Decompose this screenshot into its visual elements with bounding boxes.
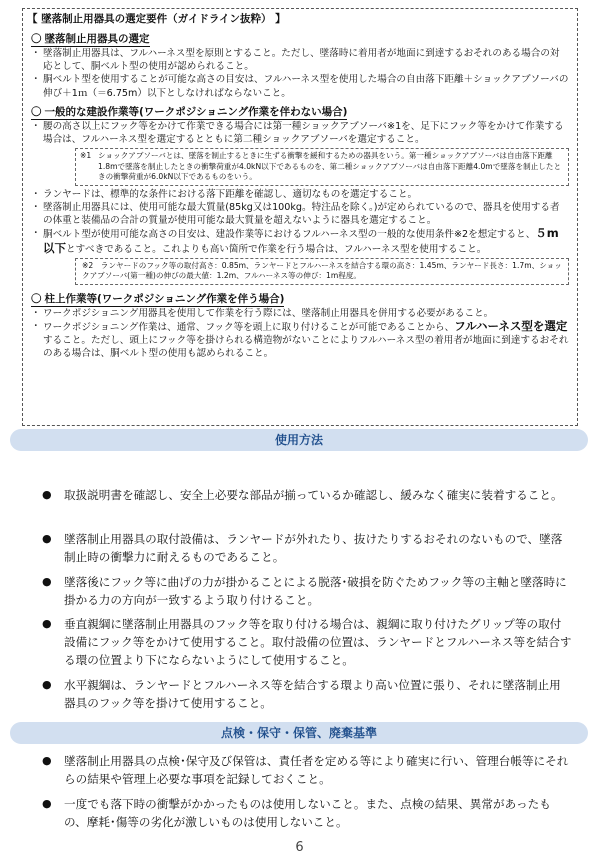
inspection-item: ● 一度でも落下時の衝撃がかかったものは使用しないこと。また、点検の結果、異常があったもの、摩耗･傷等の劣化が激しいものは使用しないこと。 [42, 797, 551, 829]
guideline-bullet: ・ 腰の高さ以上にフック等をかけて作業できる場合には第一種ショックアブソーバ※1を、足下にフック等をかけて作業する場合は、フルハーネス型を選定するとともに第二種ショックアブソーバを選定すること。 [31, 120, 569, 146]
guideline-bullet: ・ 胴ベルト型が使用可能な高さの目安は、建設作業等におけるフルハーネス型の一般的な使用条件※2を想定すると、５m以下とすべきであること。これよりも高い箇所で作業を行う場合は、フルハーネス型を使用すること。 [31, 227, 569, 255]
bullet-dot-icon: ● [42, 617, 52, 630]
inspection-item: ● 墜落制止用器具の点検･保守及び保管は、責任者を定める等により確実に行い、管理台帳等にそれらの結果や管理上必要な事項を記録しておくこと。 [42, 754, 569, 786]
footnote-text: ショックアブソーバとは、墜落を制止するときに生ずる衝撃を緩和するための器具をいう。第一種ショックアブソーバは自由落下距離1.8mで墜落を制止したときの衝撃荷重が4.0kN以下であるものを、第二種ショックアブソーバは自由落下距離4.0mで墜落を制止したときの衝撃荷重が6.0kN以下であるものをいう。 [98, 151, 562, 182]
page-number: 6 [295, 840, 304, 855]
bullet-dot-icon: ● [42, 532, 52, 545]
guideline-bullet: ・ ランヤードは、標準的な条件における落下距離を確認し、適切なものを選定すること。 [31, 188, 569, 201]
usage-item: ● 垂直親綱に墜落制止用器具のフック等を取り付ける場合は、親綱に取り付けたグリップ等の取付設備にフック等をかけて使用すること。取付設備の位置は、ランヤードとフルハーネス等を結合する環の位置より下にならないようにして使用すること。 [42, 617, 572, 667]
usage-section-header: 使用方法 [10, 429, 588, 451]
guideline-excerpt-box [22, 8, 578, 426]
guideline-bullet: ・ 墜落制止用器具は、フルハーネス型を原則とすること。ただし、墜落時に着用者が地面に到達するおそれのある場合の対応として、胴ベルト型の使用が認められること。 [31, 47, 569, 73]
usage-item: ● 墜落後にフック等に曲げの力が掛かることによる脱落･破損を防ぐためフック等の主軸と墜落時に掛かる力の方向が一致するよう取り付けること。 [42, 575, 567, 607]
guideline-bullet: ・ 胴ベルト型を使用することが可能な高さの目安は、フルハーネス型を使用した場合の自由落下距離＋ショックアブソーバの伸び＋1ｍ（＝6.75m）以下としなければならないこと。 [31, 73, 569, 99]
emphasis-full-harness: フルハーネス型を選定 [454, 318, 568, 333]
section-heading-selection: 〇 墜落制止用器具の選定 [31, 33, 150, 45]
guideline-bullet: ・ ワークポジショニング用器具を使用して作業を行う際には、墜落制止用器具を併用する必要があること。 [31, 307, 569, 320]
footnote-mark: ※1 [80, 151, 92, 161]
bullet-dot-icon: ● [42, 488, 52, 501]
guideline-bullet: ・ 墜落制止用器具には、使用可能な最大質量(85kg又は100kg。特注品を除く。)が定められているので、器具を使用する者の体重と装備品の合計の質量が使用可能な最大質量を超えないように器具を選定すること。 [31, 201, 569, 227]
section-heading-pole-work: 〇 柱上作業等(ワークポジショニング作業を伴う場合) [31, 292, 285, 305]
guideline-bullet: ・ ワークポジショニング作業は、通常、フック等を頭上に取り付けることが可能であることから、フルハーネス型を選定すること。ただし、頭上にフック等を掛けられる構造物がないことによりフルハーネス型の着用者が地面に到達するおそれのある場合は、胴ベルト型の使用も認められること。 [31, 320, 569, 361]
bullet-dot-icon: ● [42, 575, 52, 588]
emphasis-5m: ５m以下 [43, 226, 559, 255]
bullet-dot-icon: ● [42, 754, 52, 767]
usage-item: ● 取扱説明書を確認し、安全上必要な部品が揃っているか確認し、緩みなく確実に装着すること。 [42, 488, 563, 502]
footnote-shock-absorber [75, 148, 569, 186]
section-heading-general-work: 〇 一般的な建設作業等(ワークポジショニング作業を伴わない場合) [31, 105, 348, 118]
bullet-dot-icon: ● [42, 678, 52, 691]
usage-item: ● 墜落制止用器具の取付設備は、ランヤードが外れたり、抜けたりするおそれのないもので、墜落制止時の衝撃力に耐えるものであること。 [42, 532, 563, 564]
bullet-dot-icon: ● [42, 797, 52, 810]
guideline-title: 【 墜落制止用器具の選定要件（ガイドライン抜粋） 】 [27, 13, 286, 25]
inspection-section-header: 点検・保守・保管、廃棄基準 [10, 722, 588, 744]
usage-item: ● 水平親綱は、ランヤードとフルハーネス等を結合する環より高い位置に張り、それに墜落制止用器具のフック等を掛けて使用すること。 [42, 678, 561, 710]
footnote-usage-conditions: ※2 ランヤードのフック等の取付高さ：0.85m、ランヤードとフルハーネスを結合する環の高さ：1.45m、ランヤード長さ：1.7m、ショックアブソーバ(第一種)の伸びの最大値：1.2m、フルハーネス等の伸び：1m程度。 [75, 258, 569, 285]
